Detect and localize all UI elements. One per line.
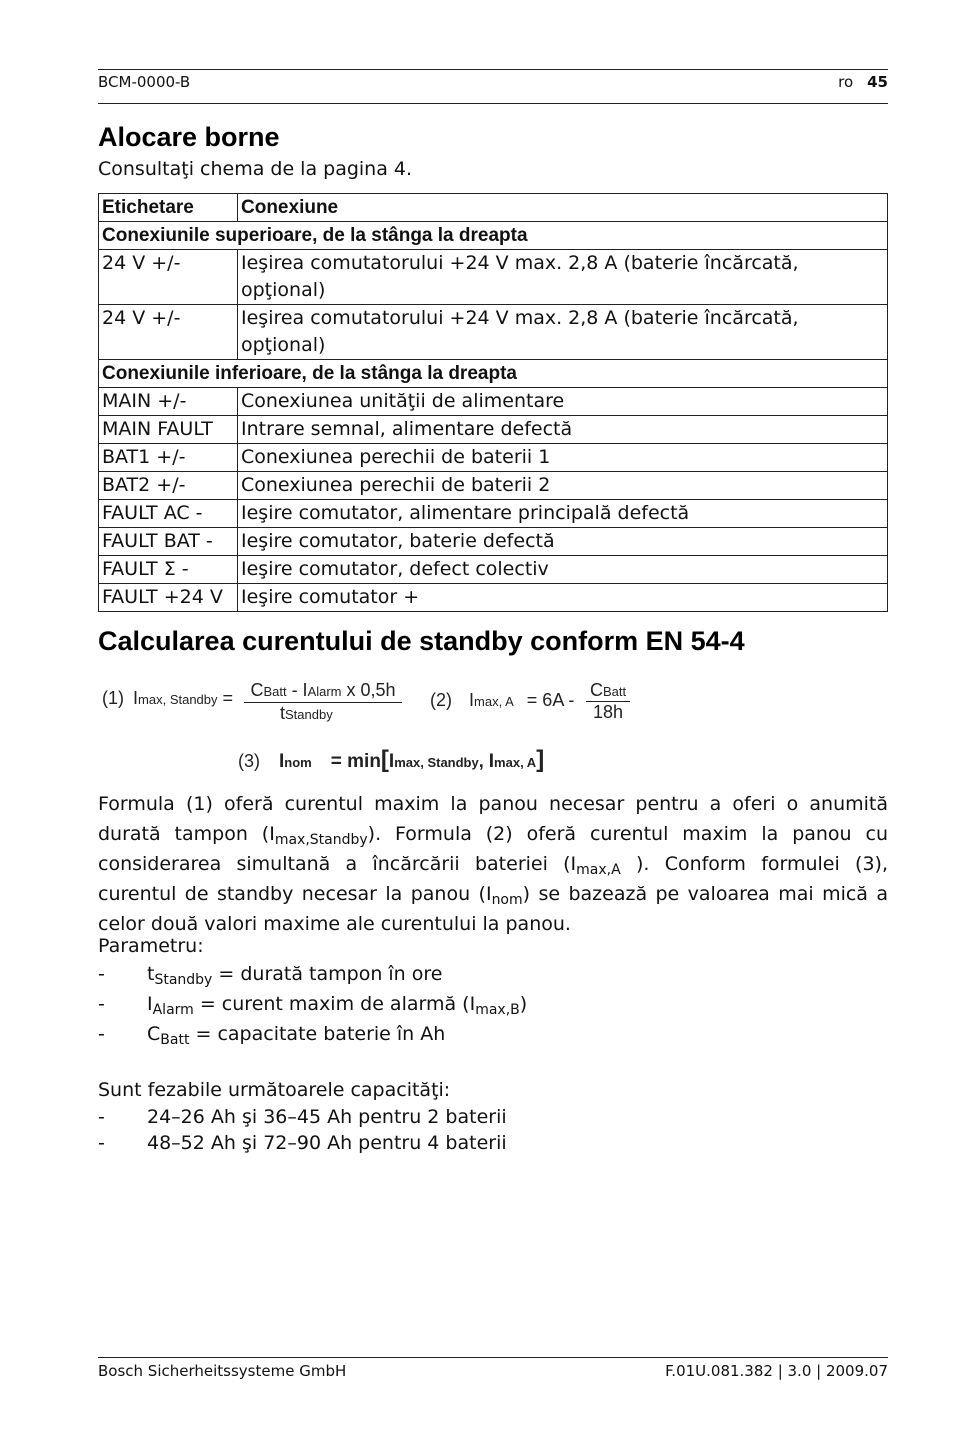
- explanation-part-2: ). Formula (2) oferă curentul maxim la panou cu considerarea simultană a încărcării bateriei (I: [98, 823, 889, 875]
- footer-company: Bosch Sicherheitssysteme GmbH: [98, 1362, 347, 1380]
- param-text: [147, 1020, 445, 1049]
- row-label: BAT1 +/-: [99, 444, 238, 472]
- row-desc: Ieşire comutator, alimentare principală defectă: [238, 500, 888, 528]
- table-row: [99, 500, 888, 528]
- table-section-top: Conexiunile superioare, de la stânga la dreapta: [99, 222, 888, 250]
- formula-1-fraction: [244, 680, 402, 724]
- table-row: [99, 250, 888, 305]
- formula-1: [102, 688, 233, 709]
- capacity-text: 24–26 Ah şi 36–45 Ah pentru 2 baterii: [147, 1106, 507, 1128]
- row-desc: Ieşirea comutatorului +24 V max. 2,8 A (baterie încărcată, opţional): [238, 250, 888, 305]
- formula-2-rhs: = 6A -: [526, 690, 575, 710]
- explanation-sub-2: max,A: [576, 862, 621, 878]
- bullet-dash: -: [98, 1106, 105, 1128]
- numerator-batt: Batt: [263, 684, 287, 699]
- numerator-minus: - I: [286, 680, 308, 700]
- frac-c: C: [589, 680, 603, 700]
- row-label: FAULT Σ -: [99, 556, 238, 584]
- param-sub: Batt: [160, 1032, 190, 1048]
- table-row: [99, 556, 888, 584]
- row-label: FAULT +24 V: [99, 584, 238, 612]
- formula-3-a-sub: max, Standby: [394, 755, 479, 770]
- table-row: [99, 444, 888, 472]
- formula-3-open: [: [380, 746, 389, 773]
- denominator-t: t: [280, 703, 286, 723]
- formula-3-number: (3): [238, 751, 260, 771]
- table-row: [99, 584, 888, 612]
- bullet-dash: -: [98, 993, 105, 1015]
- param-sub-2: max,B: [475, 1002, 520, 1018]
- formula-3: [238, 746, 544, 774]
- param-desc: = capacitate baterie în Ah: [189, 1023, 446, 1045]
- formula-1-number: (1): [102, 688, 124, 708]
- formula-3-lhs-sub: nom: [284, 755, 312, 770]
- row-label: MAIN FAULT: [99, 416, 238, 444]
- table-row: [99, 416, 888, 444]
- explanation-part-3: ). Conform formulei (3), curentul de standby necesar la panou (I: [98, 853, 888, 905]
- doc-id: BCM-0000-B: [98, 73, 191, 91]
- page-header: [98, 69, 888, 104]
- page-number: 45: [867, 73, 888, 91]
- formula-2-denominator: 18h: [592, 702, 624, 722]
- formula-3-lhs: I: [279, 751, 285, 772]
- row-desc: Conexiunea perechii de baterii 1: [238, 444, 888, 472]
- parameter-label: Parametru:: [98, 935, 204, 957]
- formula-3-b-sub: max, A: [494, 755, 537, 770]
- table-section-bottom: Conexiunile inferioare, de la stânga la dreapta: [99, 360, 888, 388]
- formula-2-number: (2): [430, 690, 452, 710]
- explanation-part-1: Formula (1) oferă curentul maxim la panou necesar pentru a oferi o anumită durată tampon (I: [98, 793, 888, 845]
- row-label: 24 V +/-: [99, 250, 238, 305]
- param-symbol: I: [147, 993, 153, 1015]
- section-intro: Consultaţi chema de la pagina 4.: [98, 158, 413, 180]
- formula-explanation: [98, 789, 888, 939]
- numerator-alarm: Alarm: [307, 684, 342, 699]
- param-symbol: C: [147, 1023, 161, 1045]
- table-row: [99, 472, 888, 500]
- table-header-connection: Conexiune: [238, 194, 888, 222]
- row-label: MAIN +/-: [99, 388, 238, 416]
- param-symbol: t: [147, 963, 155, 985]
- row-desc: Ieşire comutator, defect colectiv: [238, 556, 888, 584]
- formula-1-denominator: [244, 703, 402, 724]
- row-desc: Ieşirea comutatorului +24 V max. 2,8 A (baterie încărcată, opţional): [238, 305, 888, 360]
- formula-1-lhs-sub: max, Standby: [138, 692, 218, 707]
- bullet-dash: -: [98, 963, 105, 985]
- formula-2-numerator: [586, 680, 630, 702]
- formula-3-b: I: [488, 751, 495, 772]
- page-footer: [98, 1357, 888, 1382]
- row-label: FAULT BAT -: [99, 528, 238, 556]
- formula-2: [430, 690, 574, 711]
- explanation-part-4: ) se bazează pe valoarea mai mică a celor două valori maxime ale curentului la panou.: [98, 883, 888, 935]
- denominator-sub: Standby: [285, 707, 333, 722]
- numerator-c: C: [250, 680, 264, 700]
- row-label: FAULT AC -: [99, 500, 238, 528]
- formula-3-min: = min: [330, 751, 381, 772]
- param-desc: = curent maxim de alarmă (I: [193, 993, 476, 1015]
- formula-3-a: I: [388, 751, 395, 772]
- table-row: [99, 528, 888, 556]
- formula-1-lhs: I: [133, 688, 139, 708]
- footer-reference: F.01U.081.382 | 3.0 | 2009.07: [665, 1362, 888, 1380]
- row-desc: Conexiunea unităţii de alimentare: [238, 388, 888, 416]
- table-section-row: [99, 360, 888, 388]
- formula-1-numerator: [244, 680, 402, 703]
- param-sub: Alarm: [152, 1002, 194, 1018]
- table-section-row: [99, 222, 888, 250]
- formula-3-close: ]: [536, 746, 545, 773]
- row-desc: Conexiunea perechii de baterii 2: [238, 472, 888, 500]
- formula-2-lhs: I: [469, 690, 475, 710]
- row-desc: Intrare semnal, alimentare defectă: [238, 416, 888, 444]
- param-text: [147, 960, 442, 989]
- param-sub: Standby: [154, 972, 213, 988]
- param-desc: = durată tampon în ore: [212, 963, 443, 985]
- explanation-sub-1: max,Standby: [274, 832, 368, 848]
- numerator-factor: x 0,5h: [341, 680, 396, 700]
- language-code: ro: [838, 73, 854, 91]
- row-label: 24 V +/-: [99, 305, 238, 360]
- section-title-alocare: Alocare borne: [98, 122, 280, 152]
- formula-3-comma: ,: [478, 751, 484, 771]
- row-desc: Ieşire comutator +: [238, 584, 888, 612]
- table-row: [99, 388, 888, 416]
- row-label: BAT2 +/-: [99, 472, 238, 500]
- param-text: [147, 990, 527, 1019]
- row-desc: Ieşire comutator, baterie defectă: [238, 528, 888, 556]
- bullet-dash: -: [98, 1132, 105, 1154]
- formula-2-fraction: [586, 680, 630, 723]
- formula-1-eq: =: [222, 688, 234, 708]
- param-end: ): [519, 993, 528, 1015]
- section-title-standby: Calcularea curentului de standby conform EN 54-4: [98, 626, 745, 656]
- frac-batt: Batt: [602, 684, 627, 699]
- formula-2-lhs-sub: max, A: [474, 694, 514, 709]
- table-header-row: [99, 194, 888, 222]
- capacity-text: 48–52 Ah şi 72–90 Ah pentru 4 baterii: [147, 1132, 507, 1154]
- bullet-dash: -: [98, 1023, 105, 1045]
- capacity-label: Sunt fezabile următoarele capacităţi:: [98, 1079, 451, 1101]
- terminal-table: [98, 193, 888, 612]
- table-header-label: Etichetare: [99, 194, 238, 222]
- explanation-sub-3: nom: [491, 892, 523, 908]
- table-row: [99, 305, 888, 360]
- page-info: [838, 73, 888, 91]
